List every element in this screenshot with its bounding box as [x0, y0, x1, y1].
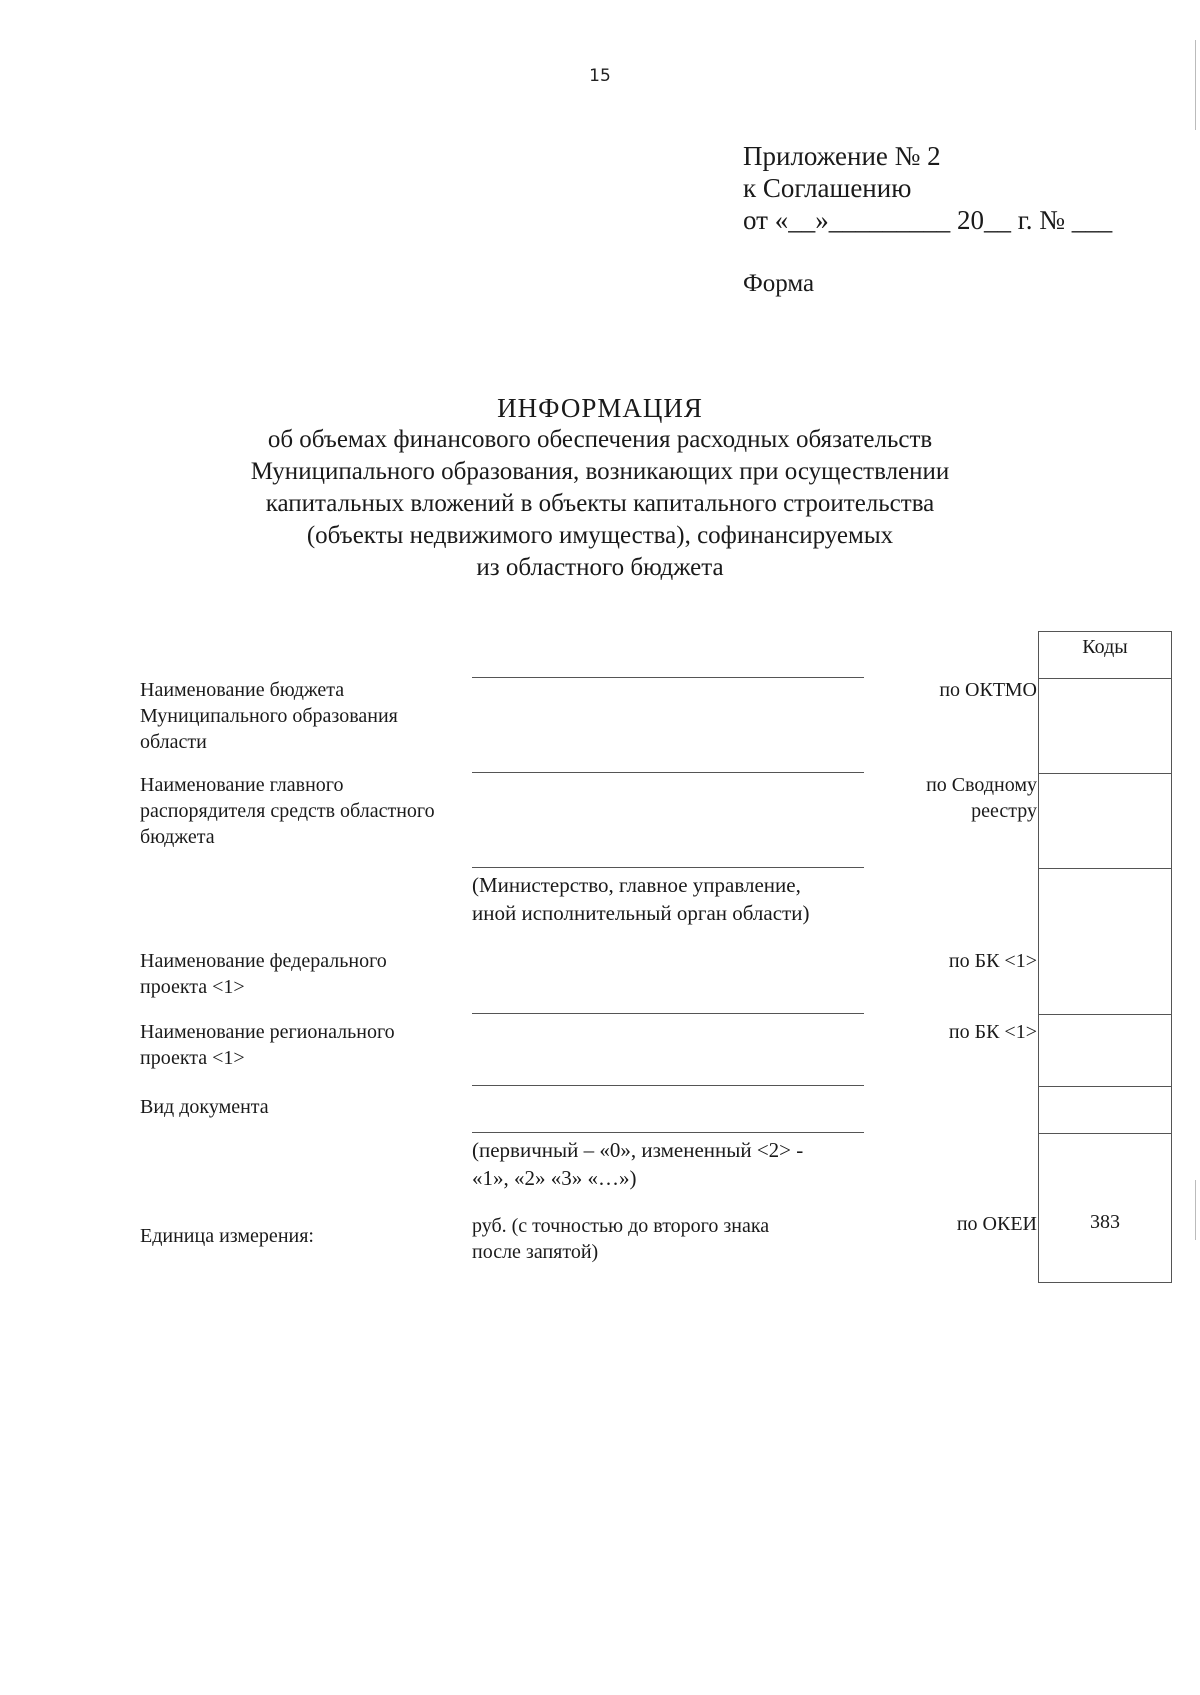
doc-type-note [472, 1136, 803, 1192]
doc-type-label: Вид документа [140, 1096, 269, 1118]
unit-value-line-2: после запятой) [472, 1241, 599, 1263]
budget-name-field[interactable] [472, 677, 864, 678]
okei-label: по ОКЕИ [956, 1213, 1037, 1235]
codes-row-divider [1039, 773, 1171, 774]
federal-project-line-1: Наименование федерального [140, 950, 387, 972]
svod-label-line-1: по Сводному [926, 774, 1037, 796]
main-manager-note-line-1: (Министерство, главное управление, [472, 873, 801, 897]
federal-project-line-2: проекта <1> [140, 976, 245, 998]
regional-project-line-2: проекта <1> [140, 1047, 245, 1069]
main-manager-line-1: Наименование главного [140, 774, 344, 796]
main-manager-line-2: распорядителя средств областного [140, 800, 435, 822]
unit-value [472, 1213, 769, 1265]
scan-margin-mark [1195, 40, 1196, 130]
svod-label-line-2: реестру [971, 800, 1037, 822]
okei-code-value: 383 [1090, 1211, 1120, 1233]
unit-value-line-1: руб. (с точностью до второго знака [472, 1215, 770, 1237]
title-line-1: об объемах финансового обеспечения расходных обязательств [267, 426, 933, 453]
budget-name-line-2: Муниципального образования [140, 705, 398, 727]
title-line-5: из областного бюджета [476, 554, 724, 581]
codes-header: Коды [1082, 636, 1128, 658]
codes-row-divider [1039, 1133, 1171, 1134]
title-line-4: (объекты недвижимого имущества), софинансируемых [306, 522, 894, 549]
main-manager-note-line [472, 867, 864, 868]
appendix-line-1: Приложение № 2 [743, 141, 941, 171]
main-manager-field[interactable] [472, 772, 864, 773]
doc-type-note-line-2: «1», «2» «3» «…») [472, 1166, 637, 1190]
main-manager-note [472, 871, 809, 927]
codes-row-divider [1039, 868, 1171, 869]
appendix-line-3: от «__»_________ 20__ г. № ___ [743, 205, 1113, 235]
federal-project-field[interactable] [472, 1013, 864, 1014]
doc-type-note-line-1: (первичный – «0», измененный <2> - [472, 1138, 804, 1162]
unit-label: Единица измерения: [140, 1225, 314, 1247]
doc-type-field[interactable] [472, 1132, 864, 1133]
scan-margin-mark [1195, 1180, 1196, 1240]
budget-name-label [140, 677, 398, 755]
main-manager-line-3: бюджета [140, 826, 215, 848]
regional-project-label [140, 1019, 395, 1071]
main-manager-note-line-2: иной исполнительный орган области) [472, 901, 810, 925]
regional-project-field[interactable] [472, 1085, 864, 1086]
codes-row-divider [1039, 1086, 1171, 1087]
title-head: ИНФОРМАЦИЯ [497, 393, 703, 423]
oktmo-label: по ОКТМО [939, 679, 1037, 701]
codes-row-divider [1039, 1014, 1171, 1015]
form-label: Форма [743, 270, 815, 297]
budget-name-line-1: Наименование бюджета [140, 679, 345, 701]
title-line-2: Муниципального образования, возникающих при осуществлении [250, 458, 950, 485]
svod-label [926, 772, 1037, 824]
codes-row-divider [1039, 678, 1171, 679]
page-number: 15 [589, 66, 611, 86]
appendix-block [743, 140, 1112, 236]
title-line-3: капитальных вложений в объекты капитального строительства [265, 490, 935, 517]
federal-project-label [140, 948, 387, 1000]
bk-label-2: по БК <1> [948, 1021, 1037, 1043]
main-manager-label [140, 772, 435, 850]
budget-name-line-3: области [140, 731, 207, 753]
appendix-line-2: к Соглашению [743, 173, 912, 203]
document-title [0, 392, 1200, 584]
codes-table [1038, 631, 1172, 1283]
regional-project-line-1: Наименование регионального [140, 1021, 395, 1043]
bk-label-1: по БК <1> [948, 950, 1037, 972]
